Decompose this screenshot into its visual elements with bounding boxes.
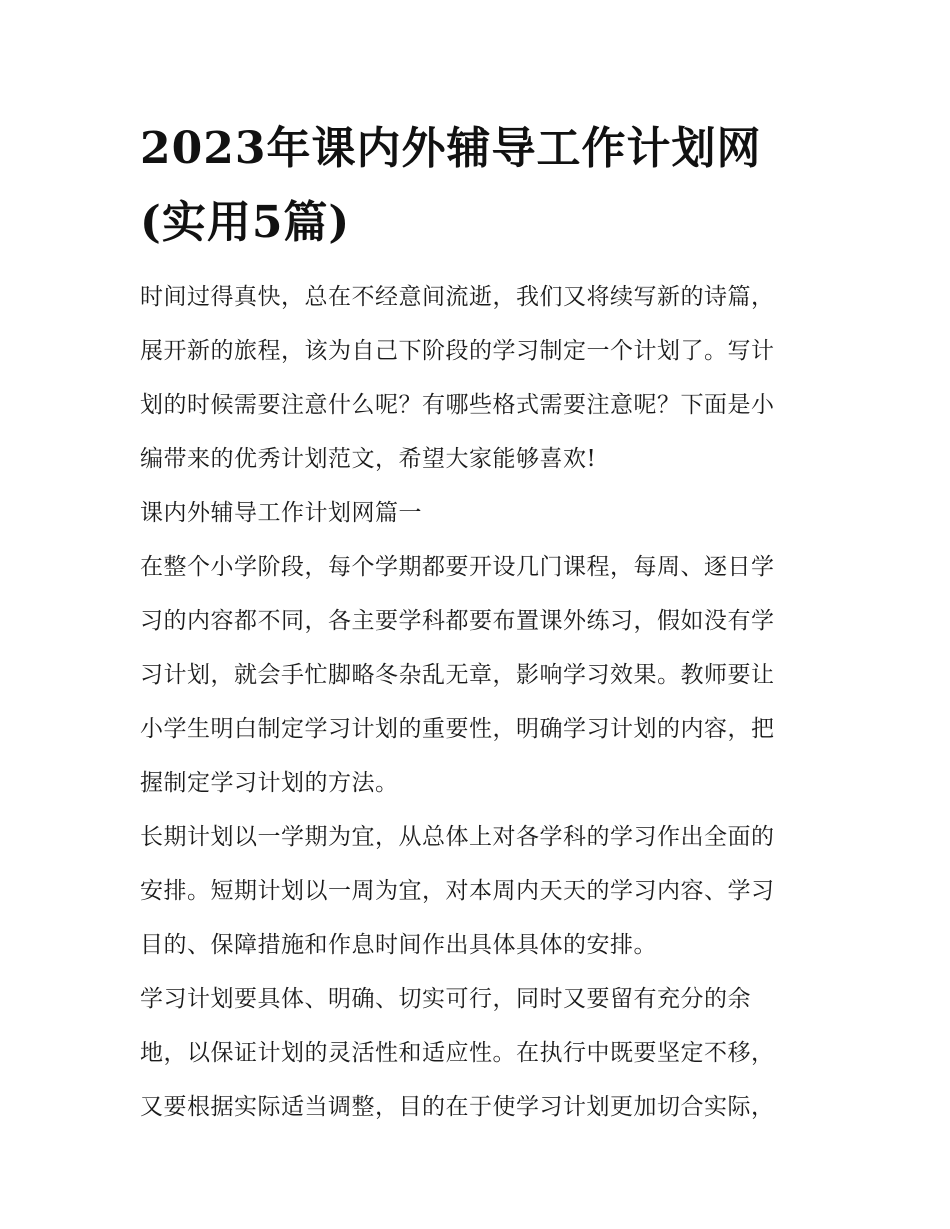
text-line: 握制定学习计划的方法。: [140, 770, 399, 796]
text-line: 学习计划要具体、明确、切实可行，同时又要留有充分的余: [140, 986, 751, 1012]
document-title: [140, 112, 820, 260]
text-line: 安排。短期计划以一周为宜，对本周内天天的学习内容、学习: [140, 878, 775, 904]
text-line: 时间过得真快，总在不经意间流逝，我们又将续写新的诗篇，: [140, 284, 775, 310]
text-line: 编带来的优秀计划范文，希望大家能够喜欢!: [140, 446, 597, 472]
text-line: 小学生明白制定学习计划的重要性，明确学习计划的内容，把: [140, 716, 775, 742]
text-line: 长期计划以一学期为宜，从总体上对各学科的学习作出全面的: [140, 824, 775, 850]
paragraph-1: [140, 540, 820, 810]
text-line: 又要根据实际适当调整，目的在于使学习计划更加切合实际，: [140, 1094, 775, 1120]
document-body: [140, 270, 820, 1134]
text-line: 课内外辅导工作计划网篇一: [140, 500, 422, 526]
text-line: 地，以保证计划的灵活性和适应性。在执行中既要坚定不移，: [140, 1040, 775, 1066]
paragraph-2: [140, 810, 820, 972]
text-line: 在整个小学阶段，每个学期都要开设几门课程，每周、逐日学: [140, 554, 775, 580]
title-line-2: (实用5篇): [140, 197, 351, 248]
paragraph-3: [140, 972, 820, 1134]
text-line: 展开新的旅程，该为自己下阶段的学习制定一个计划了。写计: [140, 338, 775, 364]
section-heading: [140, 486, 820, 540]
text-line: 划的时候需要注意什么呢？有哪些格式需要注意呢？下面是小: [140, 392, 775, 418]
title-line-1: 2023年课内外辅导工作计划网: [140, 123, 762, 174]
text-line: 目的、保障措施和作息时间作出具体具体的安排。: [140, 932, 657, 958]
text-line: 习计划，就会手忙脚略冬杂乱无章，影响学习效果。教师要让: [140, 662, 775, 688]
paragraph-intro: [140, 270, 820, 486]
text-line: 习的内容都不同，各主要学科都要布置课外练习，假如没有学: [140, 608, 775, 634]
